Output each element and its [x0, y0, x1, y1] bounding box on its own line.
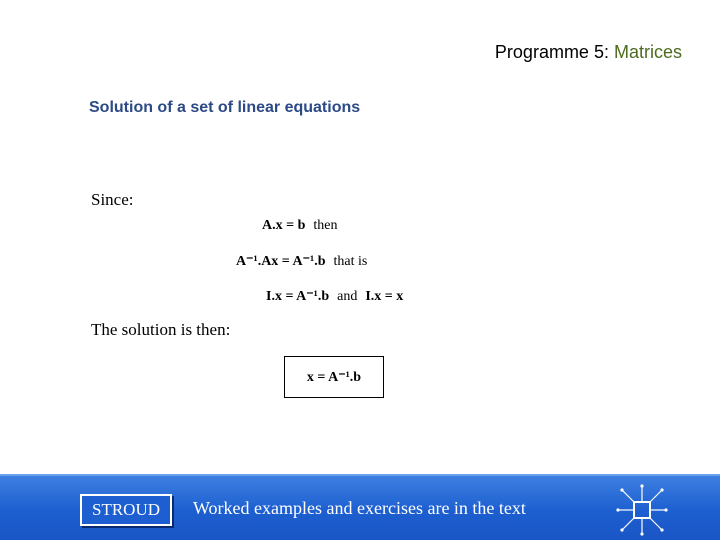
equation-2-math: A⁻¹.Ax = A⁻¹.b	[236, 254, 326, 269]
programme-label: Programme 5:	[494, 42, 609, 62]
equation-2	[236, 253, 367, 270]
stroud-logo-button[interactable]: STROUD	[80, 494, 172, 526]
equation-3	[266, 288, 403, 305]
network-node-icon[interactable]	[612, 482, 672, 538]
equation-1-math: A.x = b	[262, 218, 306, 233]
equation-2-word: that is	[333, 254, 368, 269]
slide-subtitle: Solution of a set of linear equations	[89, 99, 361, 116]
equation-1	[262, 218, 337, 234]
since-label: Since:	[91, 190, 134, 209]
answer-box	[284, 356, 384, 398]
equation-3-word: and	[337, 289, 358, 304]
footer-bar	[0, 474, 720, 540]
equation-1-word: then	[313, 218, 338, 233]
solution-label: The solution is then:	[91, 320, 231, 339]
programme-topic: Matrices	[613, 42, 682, 62]
footer-note: Worked examples and exercises are in the text	[193, 498, 526, 518]
equation-3-math: I.x = A⁻¹.b	[266, 289, 330, 304]
equation-3-math2: I.x = x	[365, 289, 404, 304]
programme-header	[495, 42, 682, 63]
answer-equation: x = A⁻¹.b	[306, 369, 362, 385]
